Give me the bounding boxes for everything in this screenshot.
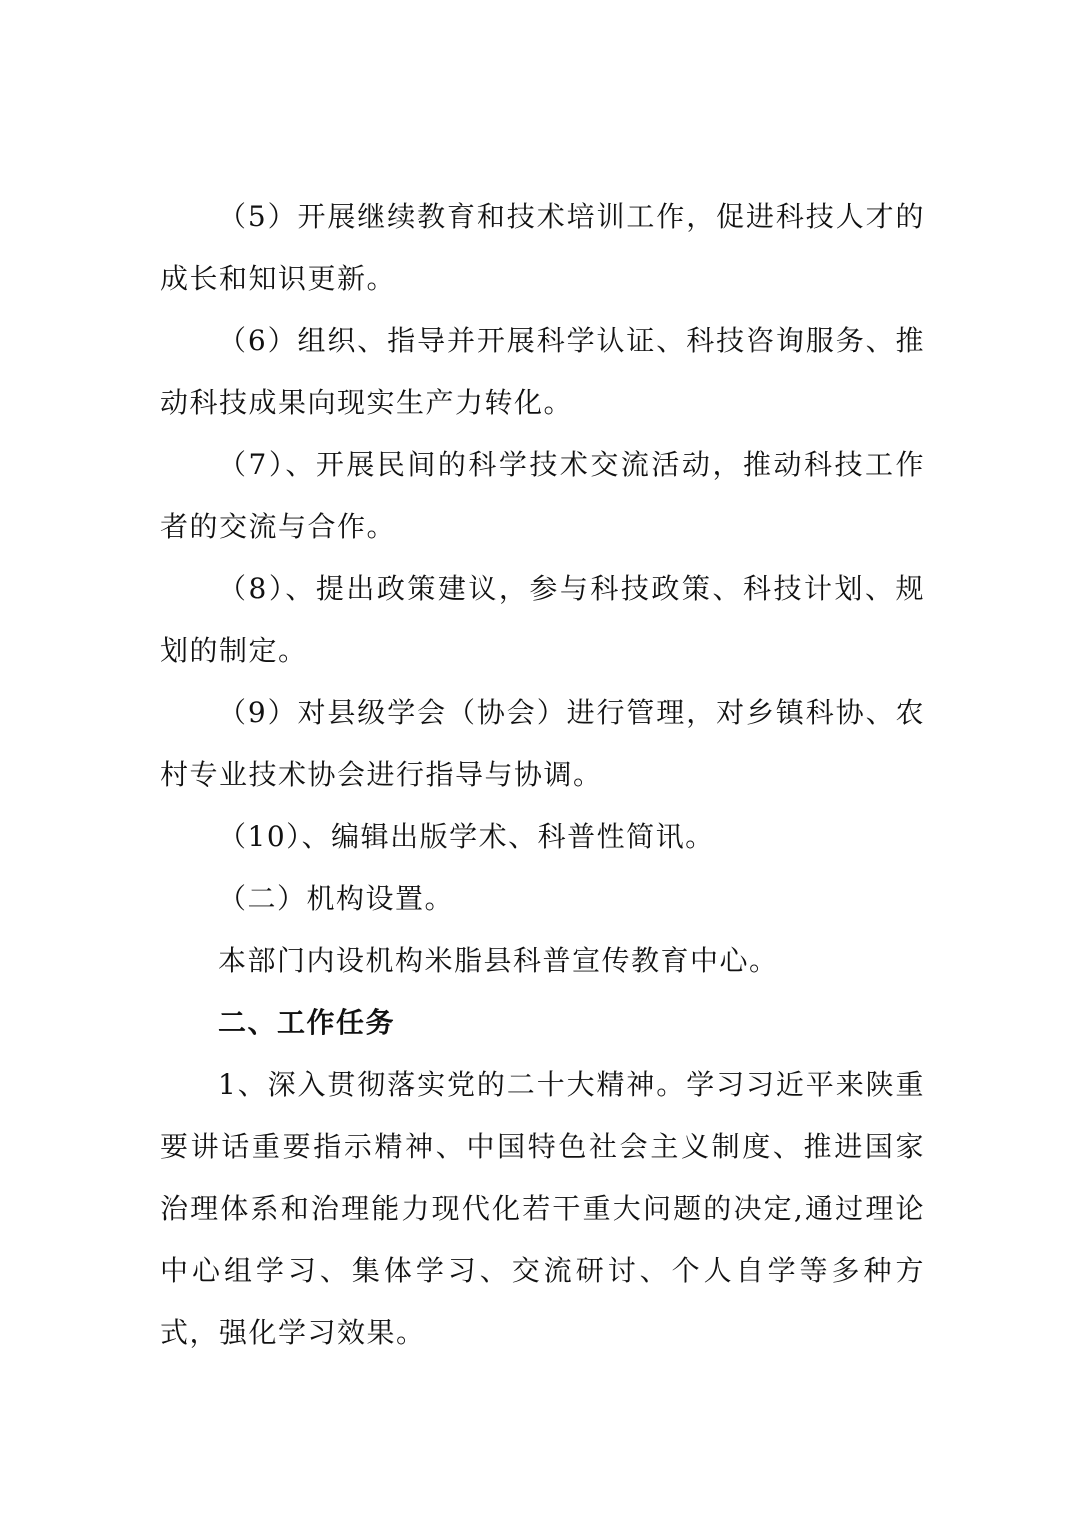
task-item-1: 1、深入贯彻落实党的二十大精神。学习习近平来陕重要讲话重要指示精神、中国特色社会主义制度、推进国家治理体系和治理能力现代化若干重大问题的决定,通过理论中心组学习、集体学习、交流研讨、个人自学等多种方式，强化学习效果。	[160, 1068, 925, 1349]
paragraph-item-6: （6）组织、指导并开展科学认证、科技咨询服务、推动科技成果向现实生产力转化。	[160, 324, 925, 419]
paragraph-item-10: （10）、编辑出版学术、科普性简讯。	[218, 820, 715, 853]
paragraph-item-5: （5）开展继续教育和技术培训工作，促进科技人才的成长和知识更新。	[160, 200, 925, 295]
paragraph-item-7: （7）、开展民间的科学技术交流活动，推动科技工作者的交流与合作。	[160, 448, 925, 543]
org-description: 本部门内设机构米脂县科普宣传教育中心。	[218, 944, 779, 977]
document-body	[160, 186, 925, 1364]
paragraph-item-8: （8）、提出政策建议，参与科技政策、科技计划、规划的制定。	[160, 572, 925, 667]
section-org-setup: （二）机构设置。	[218, 882, 455, 915]
paragraph-item-9: （9）对县级学会（协会）进行管理，对乡镇科协、农村专业技术协会进行指导与协调。	[160, 696, 925, 791]
heading-work-tasks: 二、工作任务	[218, 1006, 396, 1039]
